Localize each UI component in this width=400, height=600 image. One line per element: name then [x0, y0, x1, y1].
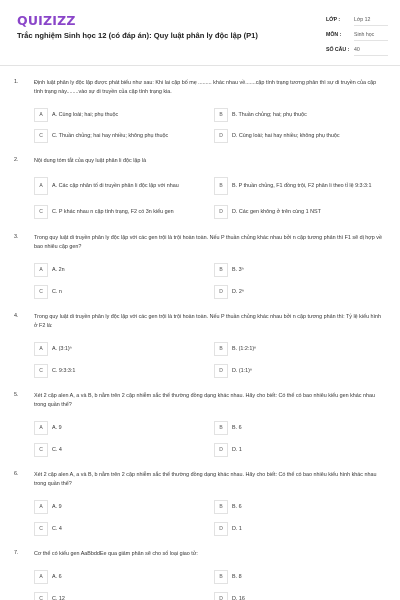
option-letter-box: D [214, 522, 228, 536]
meta-row-count [326, 47, 388, 56]
option-letter-box: B [214, 263, 228, 277]
option-letter-box: D [214, 364, 228, 378]
option-label: C. 4 [52, 525, 62, 532]
option-letter-box: C [34, 129, 48, 143]
option-d[interactable] [214, 364, 386, 378]
option-letter-box: A [34, 263, 48, 277]
option-letter-box: B [214, 500, 228, 514]
question-text: Xét 2 cặp alen A, a và B, b nằm trên 2 cặp nhiễm sắc thể thường đồng dạng khác nhau. Hãy cho biết: Có thể có bao nhiêu kiểu hình khác nhau trong quần thể? [34, 472, 377, 487]
option-a[interactable] [34, 263, 204, 277]
option-label: C. 9:3:3:1 [52, 367, 76, 374]
option-letter-box: C [34, 364, 48, 378]
option-d[interactable] [214, 522, 386, 536]
option-label: B. P thuần chủng, F1 đồng trội, F2 phân li theo tỉ lệ 9:3:3:1 [232, 182, 372, 189]
option-label: D. (1:1)ⁿ [232, 367, 252, 374]
option-label: A. 9 [52, 424, 62, 431]
option-c[interactable] [34, 205, 204, 219]
option-letter-box: A [34, 342, 48, 356]
option-label: D. 1 [232, 525, 242, 532]
option-label: B. Thuần chủng; hai; phụ thuộc [232, 111, 307, 118]
option-letter-box: D [214, 443, 228, 457]
option-b[interactable] [214, 108, 386, 122]
option-c[interactable] [34, 592, 204, 600]
option-letter-box: A [34, 177, 48, 195]
option-label: C. 4 [52, 446, 62, 453]
option-label: C. n [52, 288, 62, 295]
meta-row-class [326, 17, 388, 26]
option-label: A. Các cặp nhân tố di truyền phân li độc lập với nhau [52, 182, 179, 189]
meta-value: Sinh học [354, 32, 388, 41]
worksheet-header [0, 0, 400, 66]
meta-label: SỐ CÂU : [326, 47, 350, 53]
question-number: 6. [14, 471, 19, 477]
meta-label: MÔN : [326, 32, 342, 38]
option-label: B. 6 [232, 424, 242, 431]
question-number: 5. [14, 392, 19, 398]
option-letter-box: A [34, 421, 48, 435]
question-text: Xét 2 cặp alen A, a và B, b nằm trên 2 cặp nhiễm sắc thể thường đồng dạng khác nhau. Hãy cho biết: Có thể có bao nhiêu kiểu gen khác nhau trong quần thể? [34, 393, 375, 408]
option-c[interactable] [34, 522, 204, 536]
option-letter-box: D [214, 129, 228, 143]
option-letter-box: B [214, 108, 228, 122]
option-letter-box: D [214, 285, 228, 299]
option-label: B. (1:2:1)ⁿ [232, 345, 257, 352]
option-label: D. 1 [232, 446, 242, 453]
option-letter-box: A [34, 500, 48, 514]
meta-value: 40 [354, 47, 388, 56]
option-b[interactable] [214, 500, 386, 514]
option-label: A. 6 [52, 573, 62, 580]
option-label: B. 8 [232, 573, 242, 580]
option-letter-box: C [34, 205, 48, 219]
page-title: Trắc nghiệm Sinh học 12 (có đáp án): Quy luật phân ly độc lập (P1) [17, 31, 258, 40]
option-letter-box: A [34, 108, 48, 122]
option-c[interactable] [34, 364, 204, 378]
option-b[interactable] [214, 263, 386, 277]
option-b[interactable] [214, 177, 386, 195]
option-d[interactable] [214, 129, 386, 143]
option-letter-box: D [214, 205, 228, 219]
question-text: Định luật phân ly độc lập được phát biểu như sau: Khi lai cặp bố mẹ ......... khác nhau về.......cặp tính trạng tương phản thì sự di truyền của cặp tính trạng này........vào sự di truyền của cặp tính trạng kia. [34, 80, 377, 95]
option-label: B. 3ⁿ [232, 266, 244, 273]
option-label: D. Cùng loài; hai hay nhiều; không phụ thuộc [232, 132, 340, 139]
option-c[interactable] [34, 285, 204, 299]
option-b[interactable] [214, 342, 386, 356]
question-number: 3. [14, 234, 19, 240]
option-d[interactable] [214, 592, 386, 600]
option-label: A. 9 [52, 503, 62, 510]
option-label: C. Thuần chủng; hai hay nhiều; không phụ thuộc [52, 132, 169, 139]
question-number: 7. [14, 550, 19, 556]
option-d[interactable] [214, 285, 386, 299]
option-letter-box: A [34, 570, 48, 584]
option-label: A. 2n [52, 266, 65, 273]
option-letter-box: C [34, 522, 48, 536]
quizizz-logo: QUIZIZZ [17, 13, 76, 28]
option-a[interactable] [34, 570, 204, 584]
option-c[interactable] [34, 129, 204, 143]
question-text: Cơ thể có kiểu gen AaBbddEe qua giảm phân sẽ cho số loại giao tử: [34, 551, 198, 557]
option-a[interactable] [34, 177, 204, 195]
option-label: A. (3:1)ⁿ [52, 345, 72, 352]
meta-row-subject [326, 32, 388, 41]
option-letter-box: B [214, 421, 228, 435]
option-d[interactable] [214, 443, 386, 457]
option-label: A. Cùng loài; hai; phụ thuộc [52, 111, 119, 118]
question-text: Trong quy luật di truyền phân ly độc lập với các gen trội là trội hoàn toàn. Nếu P thuần chủng khác nhau bởi n cặp tương phản thì: Tỷ lệ kiểu hình ở F2 là: [34, 314, 382, 329]
option-letter-box: D [214, 592, 228, 600]
option-label: D. Các gen không ở trên cùng 1 NST [232, 208, 321, 215]
option-letter-box: B [214, 570, 228, 584]
meta-label: LỚP : [326, 17, 341, 23]
option-b[interactable] [214, 421, 386, 435]
question-number: 2. [14, 157, 19, 163]
option-label: D. 2ⁿ [232, 288, 244, 295]
option-a[interactable] [34, 108, 204, 122]
option-label: B. 6 [232, 503, 242, 510]
option-letter-box: C [34, 592, 48, 600]
question-number: 1. [14, 79, 19, 85]
option-c[interactable] [34, 443, 204, 457]
option-label: C. P khác nhau n cặp tính trạng, F2 có 3n kiểu gen [52, 208, 174, 215]
option-letter-box: B [214, 342, 228, 356]
question-text: Nội dung tóm tắt của quy luật phân li độc lập là [34, 158, 147, 164]
question-number: 4. [14, 313, 19, 319]
option-letter-box: C [34, 285, 48, 299]
option-d[interactable] [214, 205, 386, 219]
option-a[interactable] [34, 421, 204, 435]
meta-value: Lớp 12 [354, 17, 388, 26]
option-label: D. 16 [232, 595, 245, 600]
question-text: Trong quy luật di truyền phân ly độc lập với các gen trội là trội hoàn toàn. Nếu P thuần chủng khác nhau bởi n cặp tương phản thì F1 sẽ dị hợp về bao nhiêu cặp gen? [34, 235, 382, 250]
option-a[interactable] [34, 500, 204, 514]
option-b[interactable] [214, 570, 386, 584]
option-letter-box: C [34, 443, 48, 457]
option-letter-box: B [214, 177, 228, 195]
option-label: C. 12 [52, 595, 65, 600]
option-a[interactable] [34, 342, 204, 356]
